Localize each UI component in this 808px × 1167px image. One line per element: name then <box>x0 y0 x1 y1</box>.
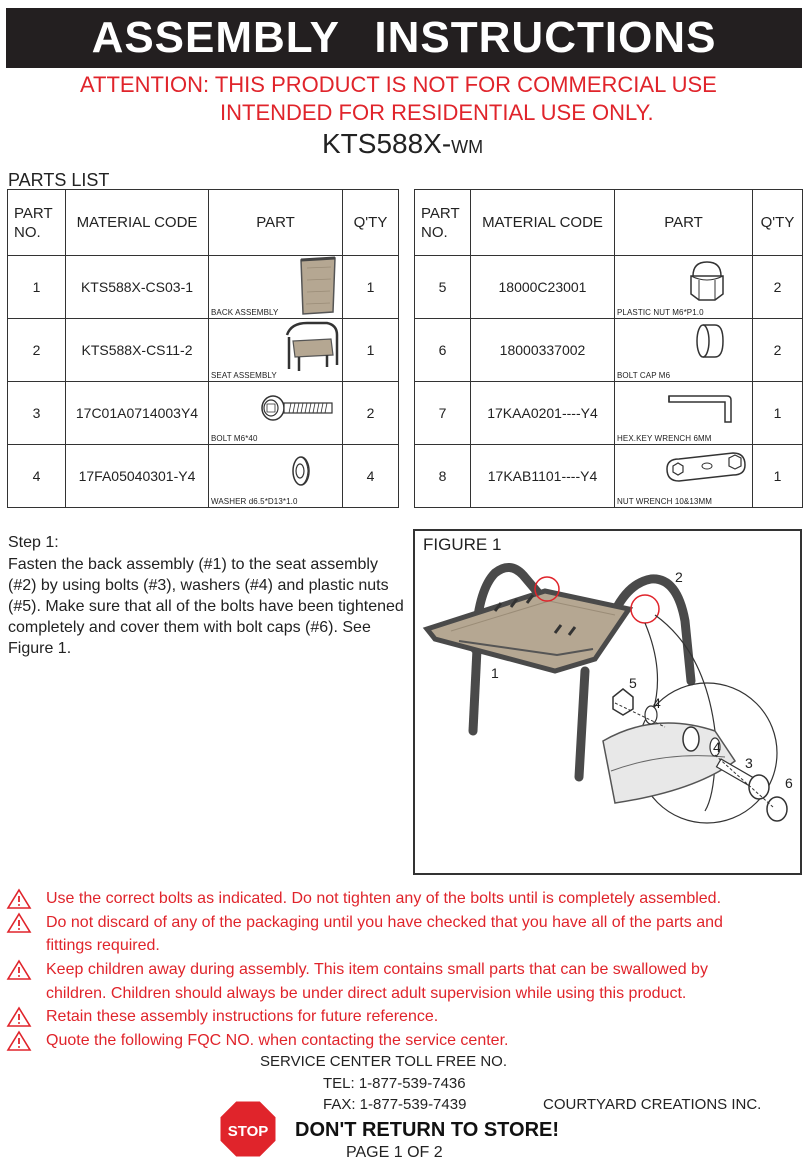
table-row <box>415 256 803 319</box>
part-qty: 2 <box>343 382 399 445</box>
warning-text: Do not discard of any of the packaging until you have checked that you have all of the parts and <box>46 914 723 931</box>
material-code: 17KAB1101----Y4 <box>471 445 615 508</box>
table-header-row <box>8 190 399 256</box>
header-qty: Q'TY <box>343 190 399 256</box>
table-row <box>415 319 803 382</box>
part-qty: 1 <box>343 256 399 319</box>
part-picture <box>209 256 343 319</box>
page-number: PAGE 1 OF 2 <box>346 1144 443 1161</box>
warning-text: Retain these assembly instructions for future reference. <box>46 1008 439 1025</box>
callout-4b: 4 <box>713 739 721 755</box>
header-part-no-line1: PART <box>421 204 460 222</box>
header-qty: Q'TY <box>753 190 803 256</box>
step-text: Fasten the back assembly (#1) to the seat assembly (#2) by using bolts (#3), washers (#4) and plastic nuts (#5). Make sure that all of the bolts have been tightened completely and cover them with bolt caps (#6). See Figure 1. <box>8 556 404 657</box>
callout-3: 3 <box>745 755 753 771</box>
warning-text: fittings required. <box>46 937 160 954</box>
part-name: NUT WRENCH 10&13MM <box>617 497 712 506</box>
model-code: KTS588X- <box>322 128 452 159</box>
table-row <box>8 319 399 382</box>
parts-table-right <box>414 189 803 508</box>
part-picture <box>615 445 753 508</box>
attention-line-2: INTENDED FOR RESIDENTIAL USE ONLY. <box>220 100 654 125</box>
table-row <box>415 445 803 508</box>
parts-table-left <box>7 189 399 508</box>
header-part-no-line1: PART <box>14 204 53 222</box>
header-part-no <box>8 190 66 256</box>
part-picture <box>615 319 753 382</box>
figure-1 <box>413 529 802 875</box>
company-name: COURTYARD CREATIONS INC. <box>543 1096 762 1113</box>
part-qty: 2 <box>753 256 803 319</box>
part-qty: 1 <box>753 382 803 445</box>
parts-list-label: PARTS LIST <box>8 170 110 190</box>
part-picture <box>209 445 343 508</box>
part-name: BACK ASSEMBLY <box>211 308 279 317</box>
part-no: 1 <box>8 256 66 319</box>
part-name: WASHER d6.5*D13*1.0 <box>211 497 298 506</box>
warning-icon <box>6 1006 32 1028</box>
warning-icon <box>6 959 32 981</box>
table-row <box>8 382 399 445</box>
part-no: 7 <box>415 382 471 445</box>
service-heading: SERVICE CENTER TOLL FREE NO. <box>260 1053 508 1070</box>
header-material-code: MATERIAL CODE <box>66 190 209 256</box>
part-picture <box>209 382 343 445</box>
material-code: 17C01A0714003Y4 <box>66 382 209 445</box>
material-code: 17KAA0201----Y4 <box>471 382 615 445</box>
warning-icon <box>6 1030 32 1052</box>
table-header-row <box>415 190 803 256</box>
header-part: PART <box>615 190 753 256</box>
part-qty: 4 <box>343 445 399 508</box>
part-name: BOLT M6*40 <box>211 434 258 443</box>
part-picture <box>615 382 753 445</box>
part-name: BOLT CAP M6 <box>617 371 671 380</box>
material-code: KTS588X-CS11-2 <box>66 319 209 382</box>
step-title: Step 1: <box>8 534 59 551</box>
material-code: KTS588X-CS03-1 <box>66 256 209 319</box>
callout-6: 6 <box>785 775 793 791</box>
service-tel: TEL: 1-877-539-7436 <box>323 1075 466 1092</box>
attention-line-1: ATTENTION: THIS PRODUCT IS NOT FOR COMMERCIAL USE <box>80 72 717 97</box>
warning-text: Keep children away during assembly. This item contains small parts that can be swallowed by <box>46 961 708 978</box>
table-row <box>8 445 399 508</box>
stop-sign-icon <box>219 1100 277 1158</box>
material-code: 17FA05040301-Y4 <box>66 445 209 508</box>
part-name: PLASTIC NUT M6*P1.0 <box>617 308 704 317</box>
stop-text: STOP <box>227 1123 269 1140</box>
material-code: 18000337002 <box>471 319 615 382</box>
warning-text: children. Children should always be under direct adult supervision while using this product. <box>46 985 687 1002</box>
table-row <box>415 382 803 445</box>
part-no: 8 <box>415 445 471 508</box>
part-no: 3 <box>8 382 66 445</box>
part-name: HEX.KEY WRENCH 6MM <box>617 434 712 443</box>
part-picture <box>209 319 343 382</box>
callout-5: 5 <box>629 675 637 691</box>
document-title: ASSEMBLY INSTRUCTIONS <box>91 13 717 62</box>
part-no: 6 <box>415 319 471 382</box>
model-suffix: WM <box>451 137 484 157</box>
part-no: 2 <box>8 319 66 382</box>
header-part-no-line2: NO. <box>421 223 448 241</box>
warning-text: Quote the following FQC NO. when contacting the service center. <box>46 1032 509 1049</box>
part-no: 5 <box>415 256 471 319</box>
callout-4: 4 <box>653 695 661 711</box>
table-row <box>8 256 399 319</box>
title-bar <box>6 8 802 68</box>
service-fax: FAX: 1-877-539-7439 <box>323 1096 467 1113</box>
callout-1: 1 <box>491 665 499 681</box>
part-qty: 2 <box>753 319 803 382</box>
assembly-diagram <box>415 531 800 873</box>
part-qty: 1 <box>343 319 399 382</box>
part-name: SEAT ASSEMBLY <box>211 371 277 380</box>
dont-return-notice: DON'T RETURN TO STORE! <box>295 1119 560 1141</box>
header-part-no-line2: NO. <box>14 223 41 241</box>
warning-icon <box>6 912 32 934</box>
header-part: PART <box>209 190 343 256</box>
part-qty: 1 <box>753 445 803 508</box>
model-number <box>322 128 483 160</box>
warning-icon <box>6 888 32 910</box>
figure-label: FIGURE 1 <box>423 535 502 554</box>
header-material-code: MATERIAL CODE <box>471 190 615 256</box>
part-no: 4 <box>8 445 66 508</box>
part-picture <box>615 256 753 319</box>
header-part-no <box>415 190 471 256</box>
material-code: 18000C23001 <box>471 256 615 319</box>
warning-text: Use the correct bolts as indicated. Do not tighten any of the bolts until is completely assembled. <box>46 890 722 907</box>
callout-2: 2 <box>675 569 683 585</box>
